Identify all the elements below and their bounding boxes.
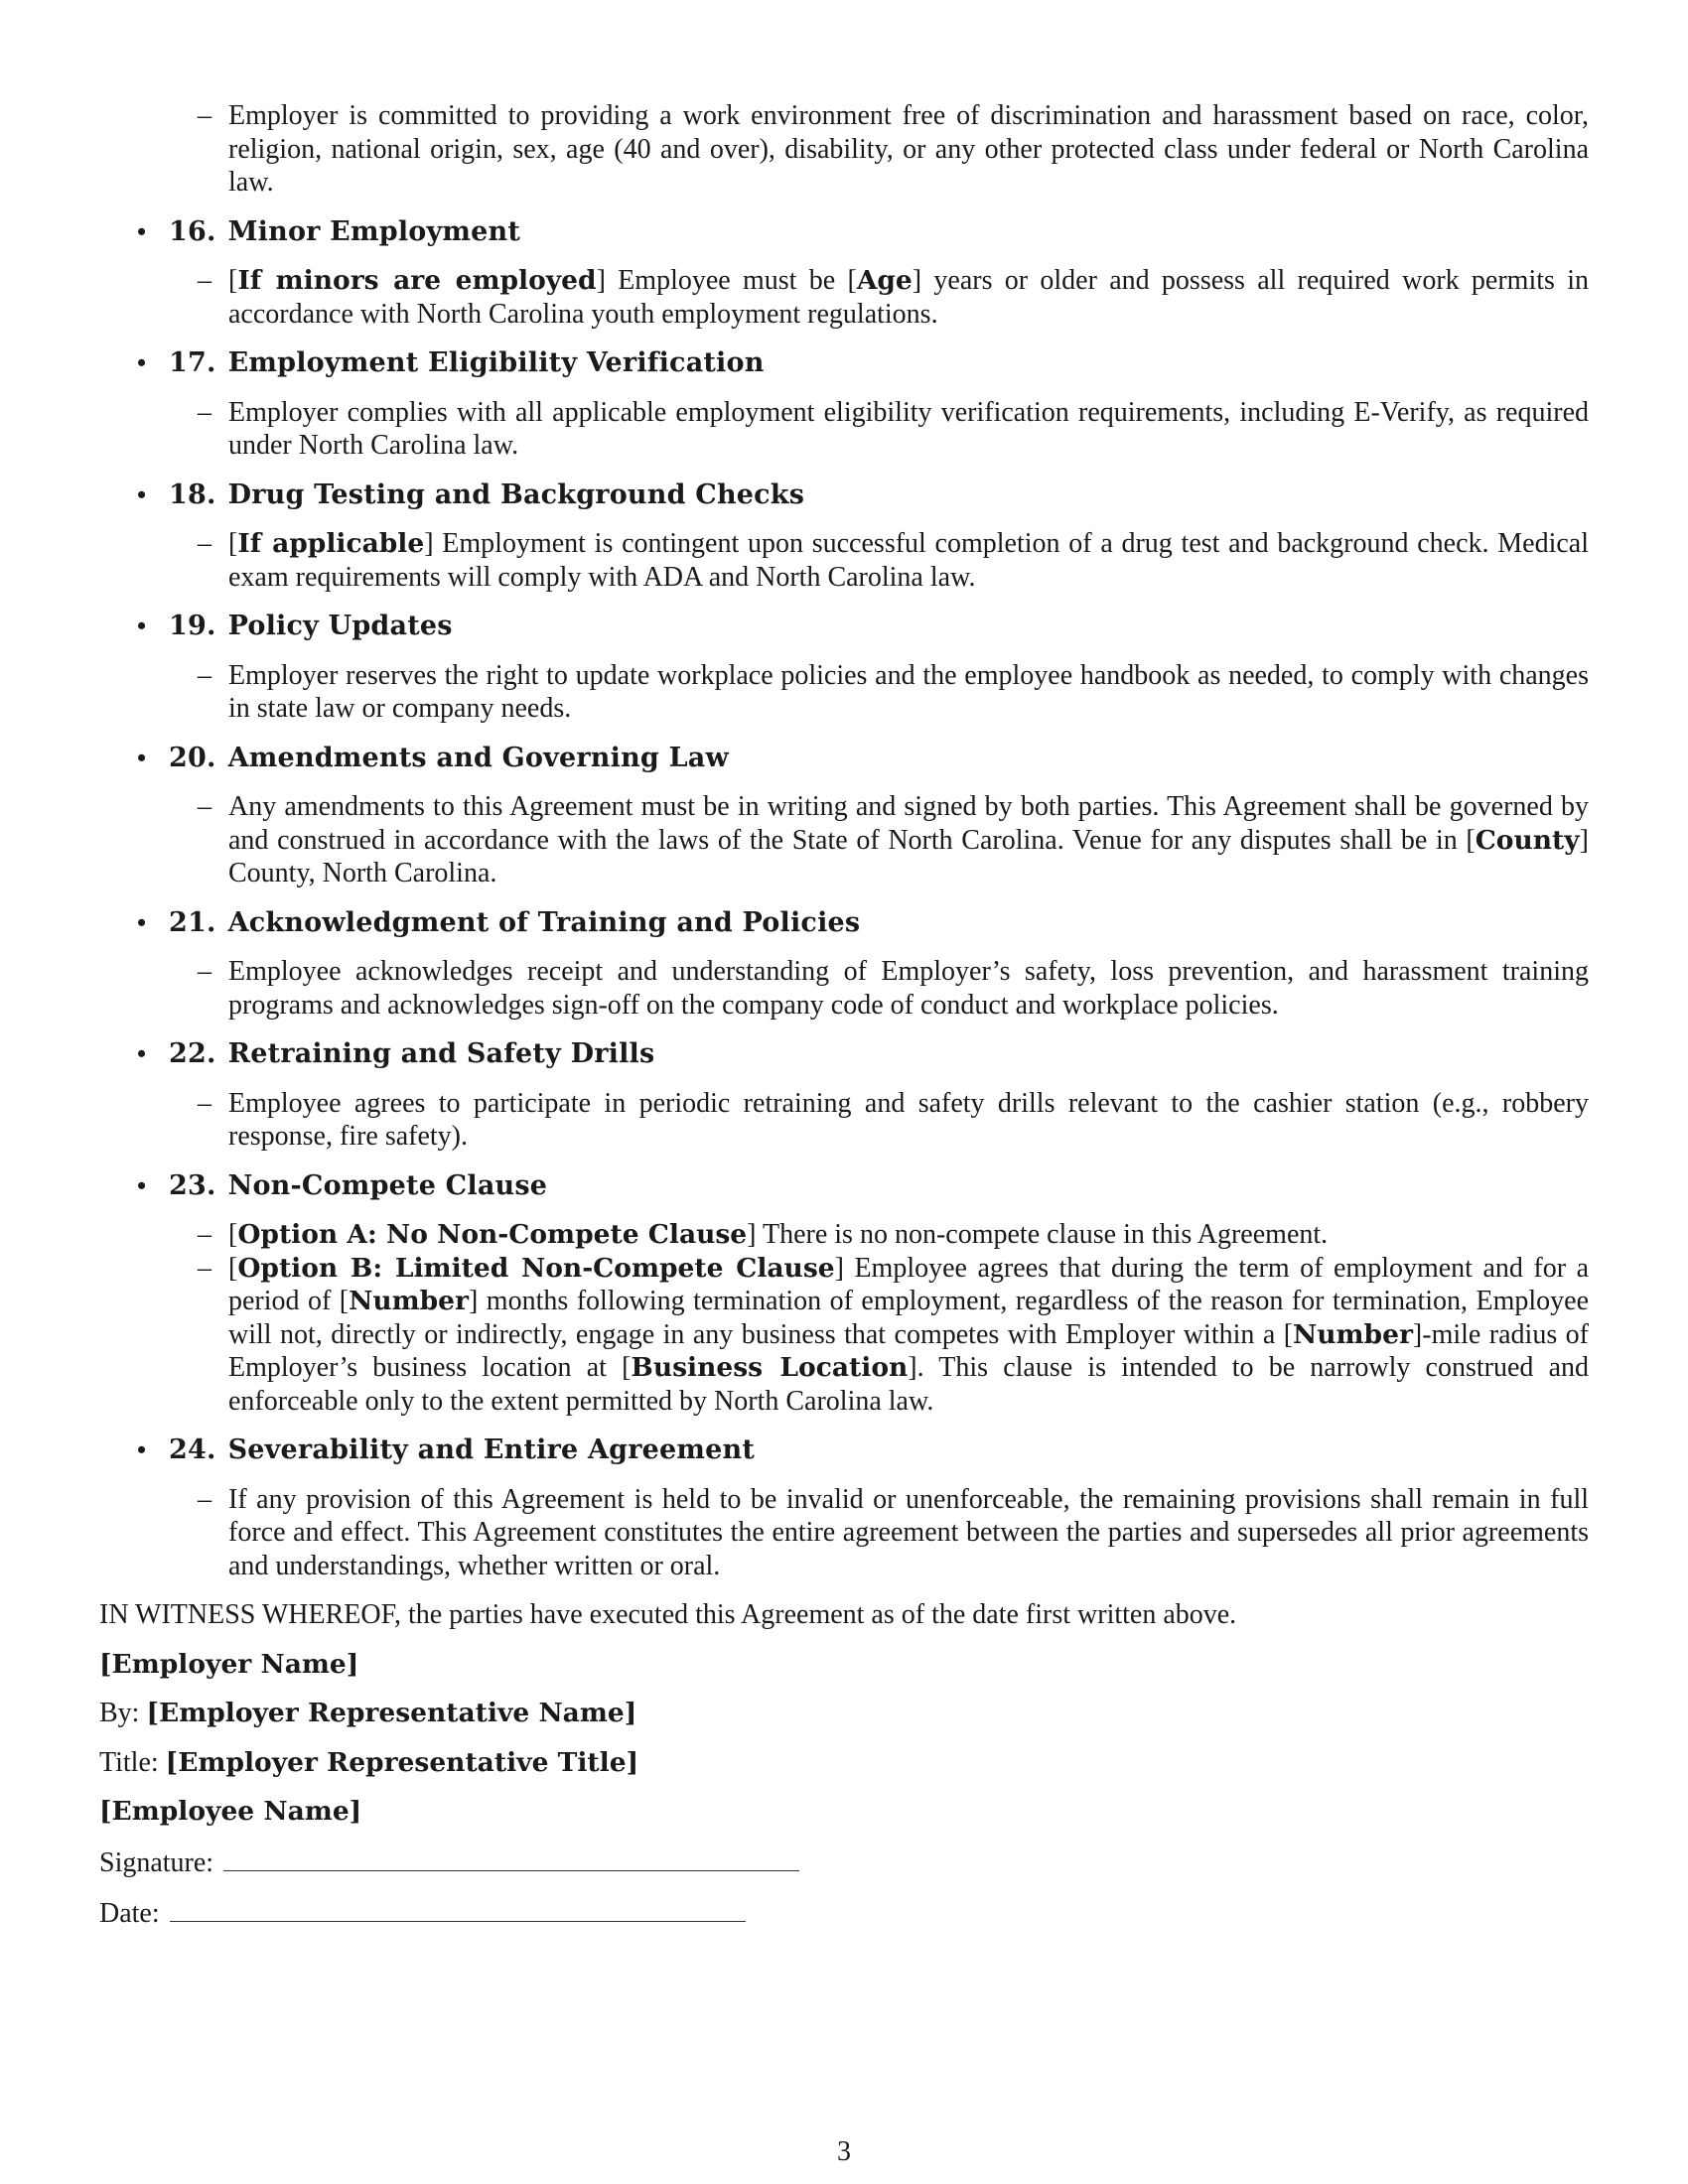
section-title: Employment Eligibility Verification bbox=[227, 347, 765, 378]
dash-marker: – bbox=[198, 1483, 211, 1515]
section-heading bbox=[169, 1037, 1589, 1071]
clause-text: Any amendments to this Agreement must be in writing and signed by both parties. This Agreement shall be governed by and construed in accordance with the laws of the State of North Carolina. Venue for any disputes shall be in [ bbox=[228, 791, 1589, 856]
section-title: Retraining and Safety Drills bbox=[227, 1038, 655, 1069]
placeholder-text: If minors are employed bbox=[237, 265, 597, 296]
section-19 bbox=[99, 610, 1589, 726]
section-number: 20. bbox=[169, 742, 216, 773]
clause-item bbox=[169, 1087, 1589, 1154]
dash-marker: – bbox=[198, 659, 211, 691]
bullet-marker: • bbox=[137, 1435, 147, 1464]
section-heading bbox=[169, 1169, 1589, 1203]
page-number: 3 bbox=[837, 2136, 851, 2167]
dash-marker: – bbox=[198, 528, 211, 559]
employer-name: [Employer Name] bbox=[99, 1648, 359, 1680]
clause-text: ] months following termination of employment, regardless of the reason for termination, Employee will not, directly or indirectly, engage in any business that competes with Employer within a [ bbox=[228, 1286, 1590, 1350]
witness-statement: IN WITNESS WHEREOF, the parties have executed this Agreement as of the date first written above. bbox=[99, 1599, 1237, 1630]
section-number: 19. bbox=[169, 611, 216, 641]
placeholder-text: Option B: Limited Non-Compete Clause bbox=[237, 1252, 835, 1284]
dash-marker: – bbox=[198, 396, 211, 428]
section-heading bbox=[169, 215, 1589, 249]
bullet-marker: • bbox=[137, 479, 147, 509]
section-number: 21. bbox=[169, 906, 216, 938]
clause-text: [ bbox=[228, 1219, 238, 1250]
section-16 bbox=[99, 215, 1589, 332]
section-title: Non-Compete Clause bbox=[227, 1169, 548, 1201]
clause-text: Employer reserves the right to update workplace policies and the employee handbook as needed, to comply with changes in state law or company needs. bbox=[228, 659, 1589, 724]
placeholder-text: County bbox=[1475, 824, 1580, 856]
clause-item bbox=[169, 264, 1589, 331]
dash-marker: – bbox=[198, 956, 211, 987]
clause-text: ] County, North Carolina. bbox=[228, 824, 1589, 888]
placeholder-text: Number bbox=[349, 1286, 470, 1316]
section-number: 22. bbox=[169, 1038, 216, 1069]
clause-text: ] There is no non-compete clause in this Agreement. bbox=[747, 1219, 1329, 1250]
clause-item bbox=[169, 790, 1589, 890]
title-label: Title: bbox=[99, 1746, 159, 1778]
section-title: Drug Testing and Background Checks bbox=[227, 478, 805, 510]
section-17 bbox=[99, 346, 1589, 463]
employer-representative-title: [Employer Representative Title] bbox=[165, 1746, 639, 1778]
clause-item bbox=[169, 1218, 1589, 1252]
section-title: Acknowledgment of Training and Policies bbox=[227, 906, 861, 938]
employer-representative-name: [Employer Representative Name] bbox=[146, 1698, 637, 1728]
clause-text: ] Employment is contingent upon successful completion of a drug test and background check. Medical exam requirements will comply with ADA and North Carolina law. bbox=[228, 528, 1589, 593]
section-heading bbox=[169, 346, 1589, 380]
section-24 bbox=[99, 1433, 1589, 1582]
bullet-marker: • bbox=[137, 743, 147, 772]
sections-list bbox=[99, 215, 1589, 1583]
placeholder-text: Age bbox=[856, 265, 913, 296]
dash-marker: – bbox=[198, 791, 211, 822]
section-title: Minor Employment bbox=[227, 215, 521, 247]
section-22 bbox=[99, 1037, 1589, 1154]
section-heading bbox=[169, 742, 1589, 775]
placeholder-text: If applicable bbox=[237, 528, 425, 559]
section-20 bbox=[99, 742, 1589, 890]
signature-block bbox=[99, 1598, 1589, 1931]
dash-marker: – bbox=[198, 1219, 211, 1250]
section-heading bbox=[169, 906, 1589, 940]
clause-item bbox=[169, 396, 1589, 463]
clause-text: Employer complies with all applicable employment eligibility verification requirements, including E-Verify, as required under North Carolina law. bbox=[228, 396, 1589, 461]
clause-item bbox=[169, 659, 1589, 726]
continuation-text: Employer is committed to providing a work environment free of discrimination and harassment based on race, color, religion, national origin, sex, age (40 and over), disability, or any other protected class under federal or North Carolina law. bbox=[228, 100, 1589, 198]
clause-text: Employee agrees to participate in periodic retraining and safety drills relevant to the cashier station (e.g., robbery response, fire safety). bbox=[228, 1087, 1589, 1152]
section-heading bbox=[169, 478, 1589, 512]
clause-text: [ bbox=[228, 265, 238, 296]
clause-item bbox=[169, 955, 1589, 1022]
section-number: 18. bbox=[169, 478, 216, 510]
bullet-marker: • bbox=[137, 612, 147, 640]
section-heading bbox=[169, 1433, 1589, 1467]
section-23 bbox=[99, 1169, 1589, 1419]
section-18 bbox=[99, 478, 1589, 595]
document-page bbox=[99, 99, 1589, 1947]
clause-text: Employee acknowledges receipt and understanding of Employer’s safety, loss prevention, and harassment training programs and acknowledges sign-off on the company code of conduct and workplace policies. bbox=[228, 956, 1589, 1021]
section-number: 24. bbox=[169, 1434, 216, 1465]
section-title: Policy Updates bbox=[227, 611, 453, 641]
dash-marker: – bbox=[198, 265, 211, 296]
date-line[interactable] bbox=[170, 1895, 746, 1922]
clause-text: If any provision of this Agreement is held to be invalid or unenforceable, the remaining provisions shall remain in full force and effect. This Agreement constitutes the entire agreement between the parties and supersedes all prior agreements and understandings, whether written or oral. bbox=[228, 1483, 1589, 1581]
bullet-marker: • bbox=[137, 1170, 147, 1200]
placeholder-text: Option A: No Non-Compete Clause bbox=[237, 1219, 748, 1250]
dash-marker: – bbox=[198, 100, 211, 131]
clause-item bbox=[169, 527, 1589, 594]
bullet-marker: • bbox=[137, 216, 147, 246]
section-title: Severability and Entire Agreement bbox=[227, 1434, 756, 1465]
clause-text: ] years or older and possess all required work permits in accordance with North Carolina youth employment regulations. bbox=[228, 265, 1589, 330]
section-number: 23. bbox=[169, 1169, 216, 1201]
clause-text: ]. This clause is intended to be narrowly construed and enforceable only to the extent permitted by North Carolina law. bbox=[228, 1352, 1589, 1417]
clause-text: ] Employee agrees that during the term of employment and for a period of [ bbox=[228, 1252, 1590, 1316]
clause-item bbox=[169, 1252, 1589, 1419]
dash-marker: – bbox=[198, 1087, 211, 1119]
bullet-marker: • bbox=[137, 348, 147, 377]
section-number: 17. bbox=[169, 347, 216, 378]
clause-item bbox=[169, 1483, 1589, 1583]
by-label: By: bbox=[99, 1698, 140, 1728]
section-title: Amendments and Governing Law bbox=[227, 742, 729, 773]
section-number: 16. bbox=[169, 215, 216, 247]
employee-name: [Employee Name] bbox=[99, 1796, 362, 1827]
section-heading bbox=[169, 610, 1589, 643]
signature-label: Signature: bbox=[99, 1846, 214, 1878]
section-21 bbox=[99, 906, 1589, 1023]
clause-text: [ bbox=[228, 528, 238, 559]
continuation-item bbox=[169, 99, 1589, 200]
clause-text: [ bbox=[228, 1252, 238, 1284]
dash-marker: – bbox=[198, 1252, 211, 1284]
date-label: Date: bbox=[99, 1898, 160, 1929]
clause-text: ] Employee must be [ bbox=[596, 265, 857, 296]
placeholder-text: Business Location bbox=[631, 1352, 909, 1383]
signature-line[interactable] bbox=[223, 1844, 799, 1871]
continuation-block bbox=[99, 99, 1589, 200]
bullet-marker: • bbox=[137, 1039, 147, 1068]
clause-text: ]-mile radius of Employer’s business location at [ bbox=[228, 1318, 1589, 1383]
bullet-marker: • bbox=[137, 907, 147, 937]
placeholder-text: Number bbox=[1293, 1318, 1413, 1350]
